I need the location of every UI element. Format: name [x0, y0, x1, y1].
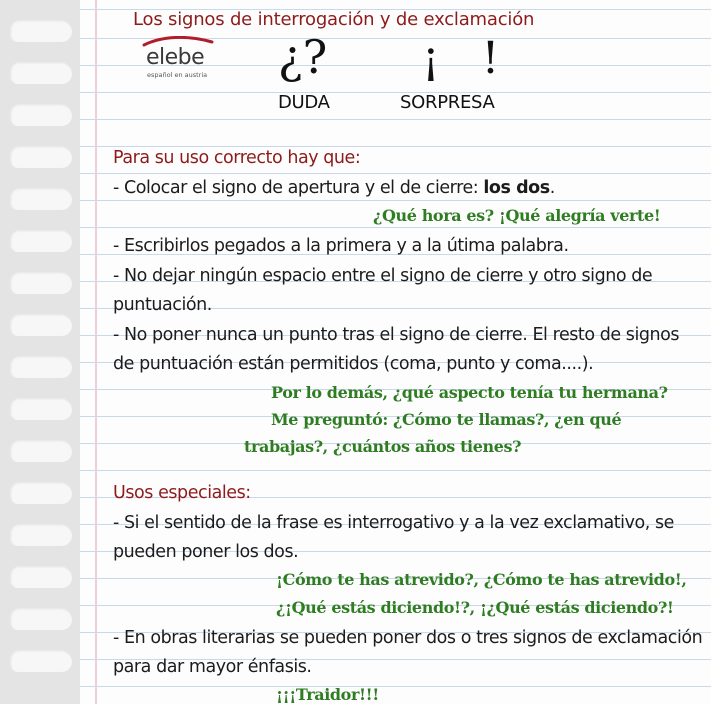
example-line: trabajas?, ¿cuántos años tienes? [244, 437, 522, 456]
binding-hole [10, 608, 72, 630]
binding-hole [10, 440, 72, 462]
rule-no-space-cont: puntuación. [113, 295, 212, 315]
rule-both-signs: - Si el sentido de la frase es interrogativo y a la vez exclamativo, se [113, 513, 674, 533]
rule-literary: - En obras literarias se pueden poner dos o tres signos de exclamación [113, 628, 703, 648]
question-marks-symbol: ¿? [278, 30, 328, 84]
rule-emphasis: los dos [483, 178, 550, 198]
binding-hole [10, 482, 72, 504]
rule-end: . [549, 178, 555, 198]
section-heading-special-uses: Usos especiales: [113, 483, 251, 503]
rule-no-space: - No dejar ningún espacio entre el signo de cierre y otro signo de [113, 266, 653, 286]
section-heading-correct-use: Para su uso correcto hay que: [113, 148, 361, 168]
binding-hole [10, 524, 72, 546]
binding-hole [10, 398, 72, 420]
elebe-logo [142, 36, 218, 82]
binding-hole [10, 314, 72, 336]
binding-hole [10, 20, 72, 42]
rule-attached: - Escribirlos pegados a la primera y a la útima palabra. [113, 236, 569, 256]
rule-text: - Colocar el signo de apertura y el de cierre: [113, 178, 484, 198]
binding-hole [10, 104, 72, 126]
binding-hole [10, 650, 72, 672]
exclamation-marks-symbol: ¡ ! [422, 33, 514, 84]
rule-no-period: - No poner nunca un punto tras el signo de cierre. El resto de signos [113, 325, 680, 345]
page-title: Los signos de interrogación y de exclamación [133, 9, 535, 30]
exclamation-caption: SORPRESA [400, 92, 495, 113]
example-line: Por lo demás, ¿qué aspecto tenía tu hermana? [271, 383, 668, 402]
example-line: Me preguntó: ¿Cómo te llamas?, ¿en qué [271, 410, 622, 429]
example-line: ¿Qué hora es? ¡Qué alegría verte! [373, 206, 661, 225]
rule-both-signs-cont: pueden poner los dos. [113, 542, 299, 562]
logo-tagline: español en austria [147, 71, 208, 79]
torn-page-edge [0, 0, 80, 704]
rule-no-period-cont: de puntuación están permitidos (coma, punto y coma....). [113, 354, 594, 374]
rule-literary-cont: para dar mayor énfasis. [113, 657, 312, 677]
question-caption: DUDA [278, 92, 330, 113]
binding-hole [10, 62, 72, 84]
binding-hole [10, 356, 72, 378]
example-line: ¿¡Qué estás diciendo!?, ¡¿Qué estás diciendo?! [276, 598, 674, 617]
logo-wordmark: elebe [146, 45, 205, 70]
binding-hole [10, 146, 72, 168]
rule-opening-closing [113, 178, 555, 198]
binding-hole [10, 230, 72, 252]
margin-line [95, 0, 97, 704]
example-line: ¡Cómo te has atrevido?, ¿Cómo te has atrevido!, [276, 570, 687, 589]
example-line: ¡¡¡Traidor!!! [276, 685, 379, 704]
binding-hole [10, 566, 72, 588]
binding-hole [10, 188, 72, 210]
binding-hole [10, 272, 72, 294]
